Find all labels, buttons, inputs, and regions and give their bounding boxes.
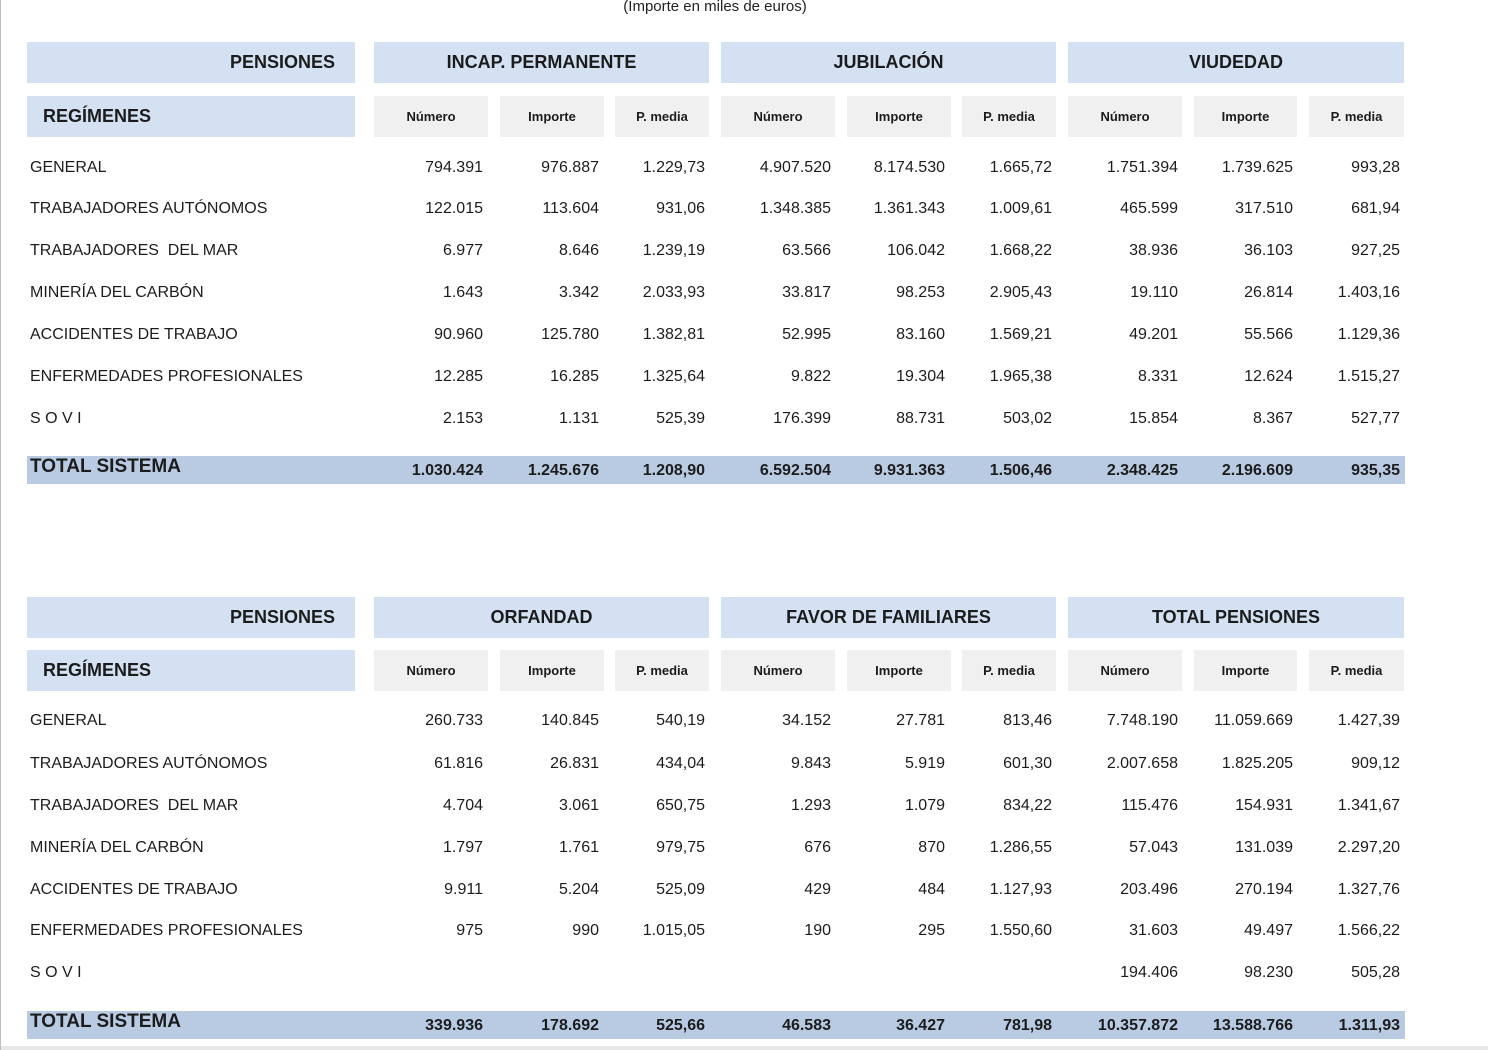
column-subheader: P. media	[1309, 650, 1404, 691]
table-cell: 1.127,93	[989, 881, 1052, 898]
row-label: GENERAL	[30, 159, 107, 176]
total-cell: 178.692	[541, 1017, 599, 1034]
column-subheader: P. media	[1309, 96, 1404, 137]
table-cell: 154.931	[1235, 797, 1293, 814]
table-cell: 1.761	[558, 839, 599, 856]
table-cell: 601,30	[1003, 755, 1052, 772]
column-subheader: P. media	[615, 96, 709, 137]
table-cell: 9.843	[790, 755, 831, 772]
total-cell: 1.506,46	[989, 462, 1052, 479]
table-cell: 2.153	[442, 410, 483, 427]
row-label: TRABAJADORES DEL MAR	[30, 242, 239, 259]
table-cell: 1.009,61	[989, 200, 1052, 217]
column-subheader: Importe	[500, 96, 604, 137]
table-cell: 1.751.394	[1106, 159, 1178, 176]
table-cell: 98.230	[1244, 964, 1293, 981]
table-cell: 190	[804, 922, 831, 939]
table-cell: 2.297,20	[1337, 839, 1400, 856]
total-cell: 339.936	[425, 1017, 483, 1034]
table-cell: 1.643	[442, 284, 483, 301]
table-cell: 429	[804, 881, 831, 898]
column-subheader: Número	[721, 650, 835, 691]
row-label: S O V I	[30, 410, 82, 427]
total-cell: 10.357.872	[1097, 1017, 1178, 1034]
table-cell: 1.569,21	[989, 326, 1052, 343]
table-cell: 5.919	[904, 755, 945, 772]
table-row	[27, 794, 1405, 818]
row-label: ACCIDENTES DE TRABAJO	[30, 881, 238, 898]
table-cell: 505,28	[1351, 964, 1400, 981]
table-cell: 3.061	[558, 797, 599, 814]
table-cell: 98.253	[896, 284, 945, 301]
row-label: MINERÍA DEL CARBÓN	[30, 839, 204, 856]
row-label: TRABAJADORES AUTÓNOMOS	[30, 755, 268, 772]
row-label: GENERAL	[30, 712, 107, 729]
table-cell: 26.831	[550, 755, 599, 772]
table-cell: 1.382,81	[642, 326, 705, 343]
column-subheader: Número	[1068, 650, 1182, 691]
column-subheader: Importe	[1194, 96, 1297, 137]
table-cell: 1.403,16	[1337, 284, 1400, 301]
total-cell: 781,98	[1003, 1017, 1052, 1034]
table-cell: 49.497	[1244, 922, 1293, 939]
bottom-edge	[1, 1046, 1488, 1050]
table-row	[27, 156, 1405, 180]
column-subheader: Número	[374, 96, 488, 137]
table-cell: 52.995	[782, 326, 831, 343]
table-cell: 2.007.658	[1106, 755, 1178, 772]
table-cell: 36.103	[1244, 242, 1293, 259]
table-cell: 1.286,55	[989, 839, 1052, 856]
table-cell: 527,77	[1351, 410, 1400, 427]
table-row	[27, 407, 1405, 431]
pensiones-header: PENSIONES	[27, 42, 355, 83]
table-cell: 681,94	[1351, 200, 1400, 217]
row-label: TRABAJADORES AUTÓNOMOS	[30, 200, 268, 217]
table-row	[27, 919, 1405, 943]
table-row	[27, 281, 1405, 305]
total-cell: 935,35	[1351, 462, 1400, 479]
table-cell: 203.496	[1120, 881, 1178, 898]
group-header: INCAP. PERMANENTE	[374, 42, 709, 83]
table-cell: 976.887	[541, 159, 599, 176]
column-subheader: Número	[721, 96, 835, 137]
table-cell: 1.566,22	[1337, 922, 1400, 939]
table-cell: 1.825.205	[1221, 755, 1293, 772]
table-cell: 434,04	[656, 755, 705, 772]
table-row	[27, 961, 1405, 985]
table-cell: 927,25	[1351, 242, 1400, 259]
table-cell: 26.814	[1244, 284, 1293, 301]
regimenes-header: REGÍMENES	[27, 650, 355, 691]
table-cell: 61.816	[434, 755, 483, 772]
group-header: JUBILACIÓN	[721, 42, 1056, 83]
table-cell: 176.399	[773, 410, 831, 427]
table-cell: 1.965,38	[989, 368, 1052, 385]
table-cell: 115.476	[1121, 797, 1178, 814]
table-cell: 34.152	[782, 712, 831, 729]
table-cell: 113.604	[542, 200, 599, 217]
table-cell: 931,06	[656, 200, 705, 217]
table-cell: 8.331	[1137, 368, 1178, 385]
table-row	[27, 752, 1405, 776]
table-cell: 38.936	[1129, 242, 1178, 259]
table-cell: 49.201	[1129, 326, 1178, 343]
table-cell: 465.599	[1120, 200, 1178, 217]
table-cell: 31.603	[1129, 922, 1178, 939]
table-cell: 63.566	[782, 242, 831, 259]
table-cell: 83.160	[896, 326, 945, 343]
table-cell: 8.646	[558, 242, 599, 259]
row-label: ACCIDENTES DE TRABAJO	[30, 326, 238, 343]
table-cell: 4.704	[442, 797, 483, 814]
table-cell: 27.781	[896, 712, 945, 729]
table-cell: 1.015,05	[642, 922, 705, 939]
table-cell: 1.668,22	[989, 242, 1052, 259]
total-cell: 46.583	[782, 1017, 831, 1034]
table-row	[27, 709, 1405, 733]
table-row	[27, 878, 1405, 902]
total-cell: 36.427	[896, 1017, 945, 1034]
table-cell: 122.015	[425, 200, 483, 217]
table-row	[27, 365, 1405, 389]
table-cell: 90.960	[434, 326, 483, 343]
column-subheader: P. media	[615, 650, 709, 691]
table-cell: 295	[918, 922, 945, 939]
table-cell: 909,12	[1351, 755, 1400, 772]
table-row	[27, 323, 1405, 347]
table-cell: 5.204	[558, 881, 599, 898]
table-cell: 1.797	[442, 839, 483, 856]
table-cell: 131.039	[1235, 839, 1293, 856]
table-cell: 12.285	[434, 368, 483, 385]
table-cell: 1.239,19	[642, 242, 705, 259]
table-cell: 484	[918, 881, 945, 898]
table-cell: 9.822	[790, 368, 831, 385]
total-cell: 1.245.676	[527, 462, 599, 479]
total-cell: 13.588.766	[1212, 1017, 1293, 1034]
table-cell: 650,75	[656, 797, 705, 814]
table-cell: 317.510	[1235, 200, 1293, 217]
table-cell: 57.043	[1129, 839, 1178, 856]
total-cell: 6.592.504	[759, 462, 831, 479]
group-header: VIUDEDAD	[1068, 42, 1404, 83]
regimenes-header: REGÍMENES	[27, 96, 355, 137]
column-subheader: P. media	[962, 96, 1056, 137]
group-header: ORFANDAD	[374, 597, 709, 638]
table-cell: 525,09	[656, 881, 705, 898]
total-label: TOTAL SISTEMA	[30, 456, 181, 477]
column-subheader: Importe	[500, 650, 604, 691]
total-cell: 1.311,93	[1338, 1017, 1400, 1034]
table-cell: 676	[804, 839, 831, 856]
table-row	[27, 836, 1405, 860]
table-cell: 55.566	[1244, 326, 1293, 343]
table-cell: 260.733	[425, 712, 483, 729]
table-cell: 870	[918, 839, 945, 856]
table-cell: 834,22	[1003, 797, 1052, 814]
table-cell: 2.905,43	[989, 284, 1052, 301]
table-cell: 1.325,64	[642, 368, 705, 385]
total-cell: 1.208,90	[642, 462, 705, 479]
table-cell: 1.131	[558, 410, 599, 427]
table-cell: 2.033,93	[642, 284, 705, 301]
table-cell: 33.817	[782, 284, 831, 301]
table-cell: 794.391	[425, 159, 483, 176]
table-cell: 1.129,36	[1337, 326, 1400, 343]
table-cell: 1.515,27	[1337, 368, 1400, 385]
row-label: MINERÍA DEL CARBÓN	[30, 284, 204, 301]
page-subtitle: (Importe en miles de euros)	[623, 0, 807, 15]
table-cell: 9.911	[444, 881, 483, 898]
column-subheader: Importe	[847, 650, 951, 691]
group-header: FAVOR DE FAMILIARES	[721, 597, 1056, 638]
total-cell: 525,66	[656, 1017, 705, 1034]
table-cell: 12.624	[1244, 368, 1293, 385]
table-cell: 525,39	[656, 410, 705, 427]
table-cell: 11.059.669	[1214, 712, 1293, 729]
total-cell: 1.030.424	[411, 462, 483, 479]
table-cell: 993,28	[1351, 159, 1400, 176]
pensiones-header: PENSIONES	[27, 597, 355, 638]
table-cell: 1.229,73	[642, 159, 705, 176]
table-cell: 1.361.343	[873, 200, 945, 217]
column-subheader: Importe	[847, 96, 951, 137]
table-cell: 106.042	[887, 242, 945, 259]
table-cell: 4.907.520	[759, 159, 831, 176]
row-label: S O V I	[30, 964, 82, 981]
table-cell: 975	[456, 922, 483, 939]
column-subheader: P. media	[962, 650, 1056, 691]
table-cell: 540,19	[656, 712, 705, 729]
table-cell: 1.079	[904, 797, 945, 814]
total-row	[27, 456, 1405, 484]
table-cell: 503,02	[1003, 410, 1052, 427]
table-cell: 1.348.385	[759, 200, 831, 217]
table-cell: 990	[572, 922, 599, 939]
row-label: ENFERMEDADES PROFESIONALES	[30, 368, 303, 385]
table-cell: 19.110	[1130, 284, 1178, 301]
table-cell: 125.780	[541, 326, 599, 343]
total-label: TOTAL SISTEMA	[30, 1011, 181, 1032]
table-cell: 8.174.530	[873, 159, 945, 176]
row-label: TRABAJADORES DEL MAR	[30, 797, 239, 814]
table-cell: 1.427,39	[1337, 712, 1400, 729]
table-cell: 1.341,67	[1337, 797, 1400, 814]
table-cell: 140.845	[541, 712, 599, 729]
table-cell: 16.285	[550, 368, 599, 385]
column-subheader: Importe	[1194, 650, 1297, 691]
table-cell: 1.665,72	[989, 159, 1052, 176]
total-cell: 2.196.609	[1221, 462, 1293, 479]
table-cell: 6.977	[442, 242, 483, 259]
table-cell: 15.854	[1129, 410, 1178, 427]
table-cell: 88.731	[896, 410, 945, 427]
row-label: ENFERMEDADES PROFESIONALES	[30, 922, 303, 939]
table-cell: 1.739.625	[1221, 159, 1293, 176]
table-row	[27, 239, 1405, 263]
column-subheader: Número	[374, 650, 488, 691]
column-subheader: Número	[1068, 96, 1182, 137]
table-cell: 8.367	[1252, 410, 1293, 427]
table-cell: 813,46	[1003, 712, 1052, 729]
table-cell: 979,75	[656, 839, 705, 856]
group-header: TOTAL PENSIONES	[1068, 597, 1404, 638]
table-cell: 3.342	[558, 284, 599, 301]
table-cell: 7.748.190	[1106, 712, 1178, 729]
total-cell: 9.931.363	[873, 462, 945, 479]
table-cell: 19.304	[896, 368, 945, 385]
table-cell: 194.406	[1120, 964, 1178, 981]
table-row	[27, 197, 1405, 221]
total-row	[27, 1011, 1405, 1039]
table-cell: 1.327,76	[1337, 881, 1400, 898]
table-cell: 1.293	[790, 797, 831, 814]
table-cell: 1.550,60	[989, 922, 1052, 939]
total-cell: 2.348.425	[1106, 462, 1178, 479]
table-cell: 270.194	[1235, 881, 1293, 898]
